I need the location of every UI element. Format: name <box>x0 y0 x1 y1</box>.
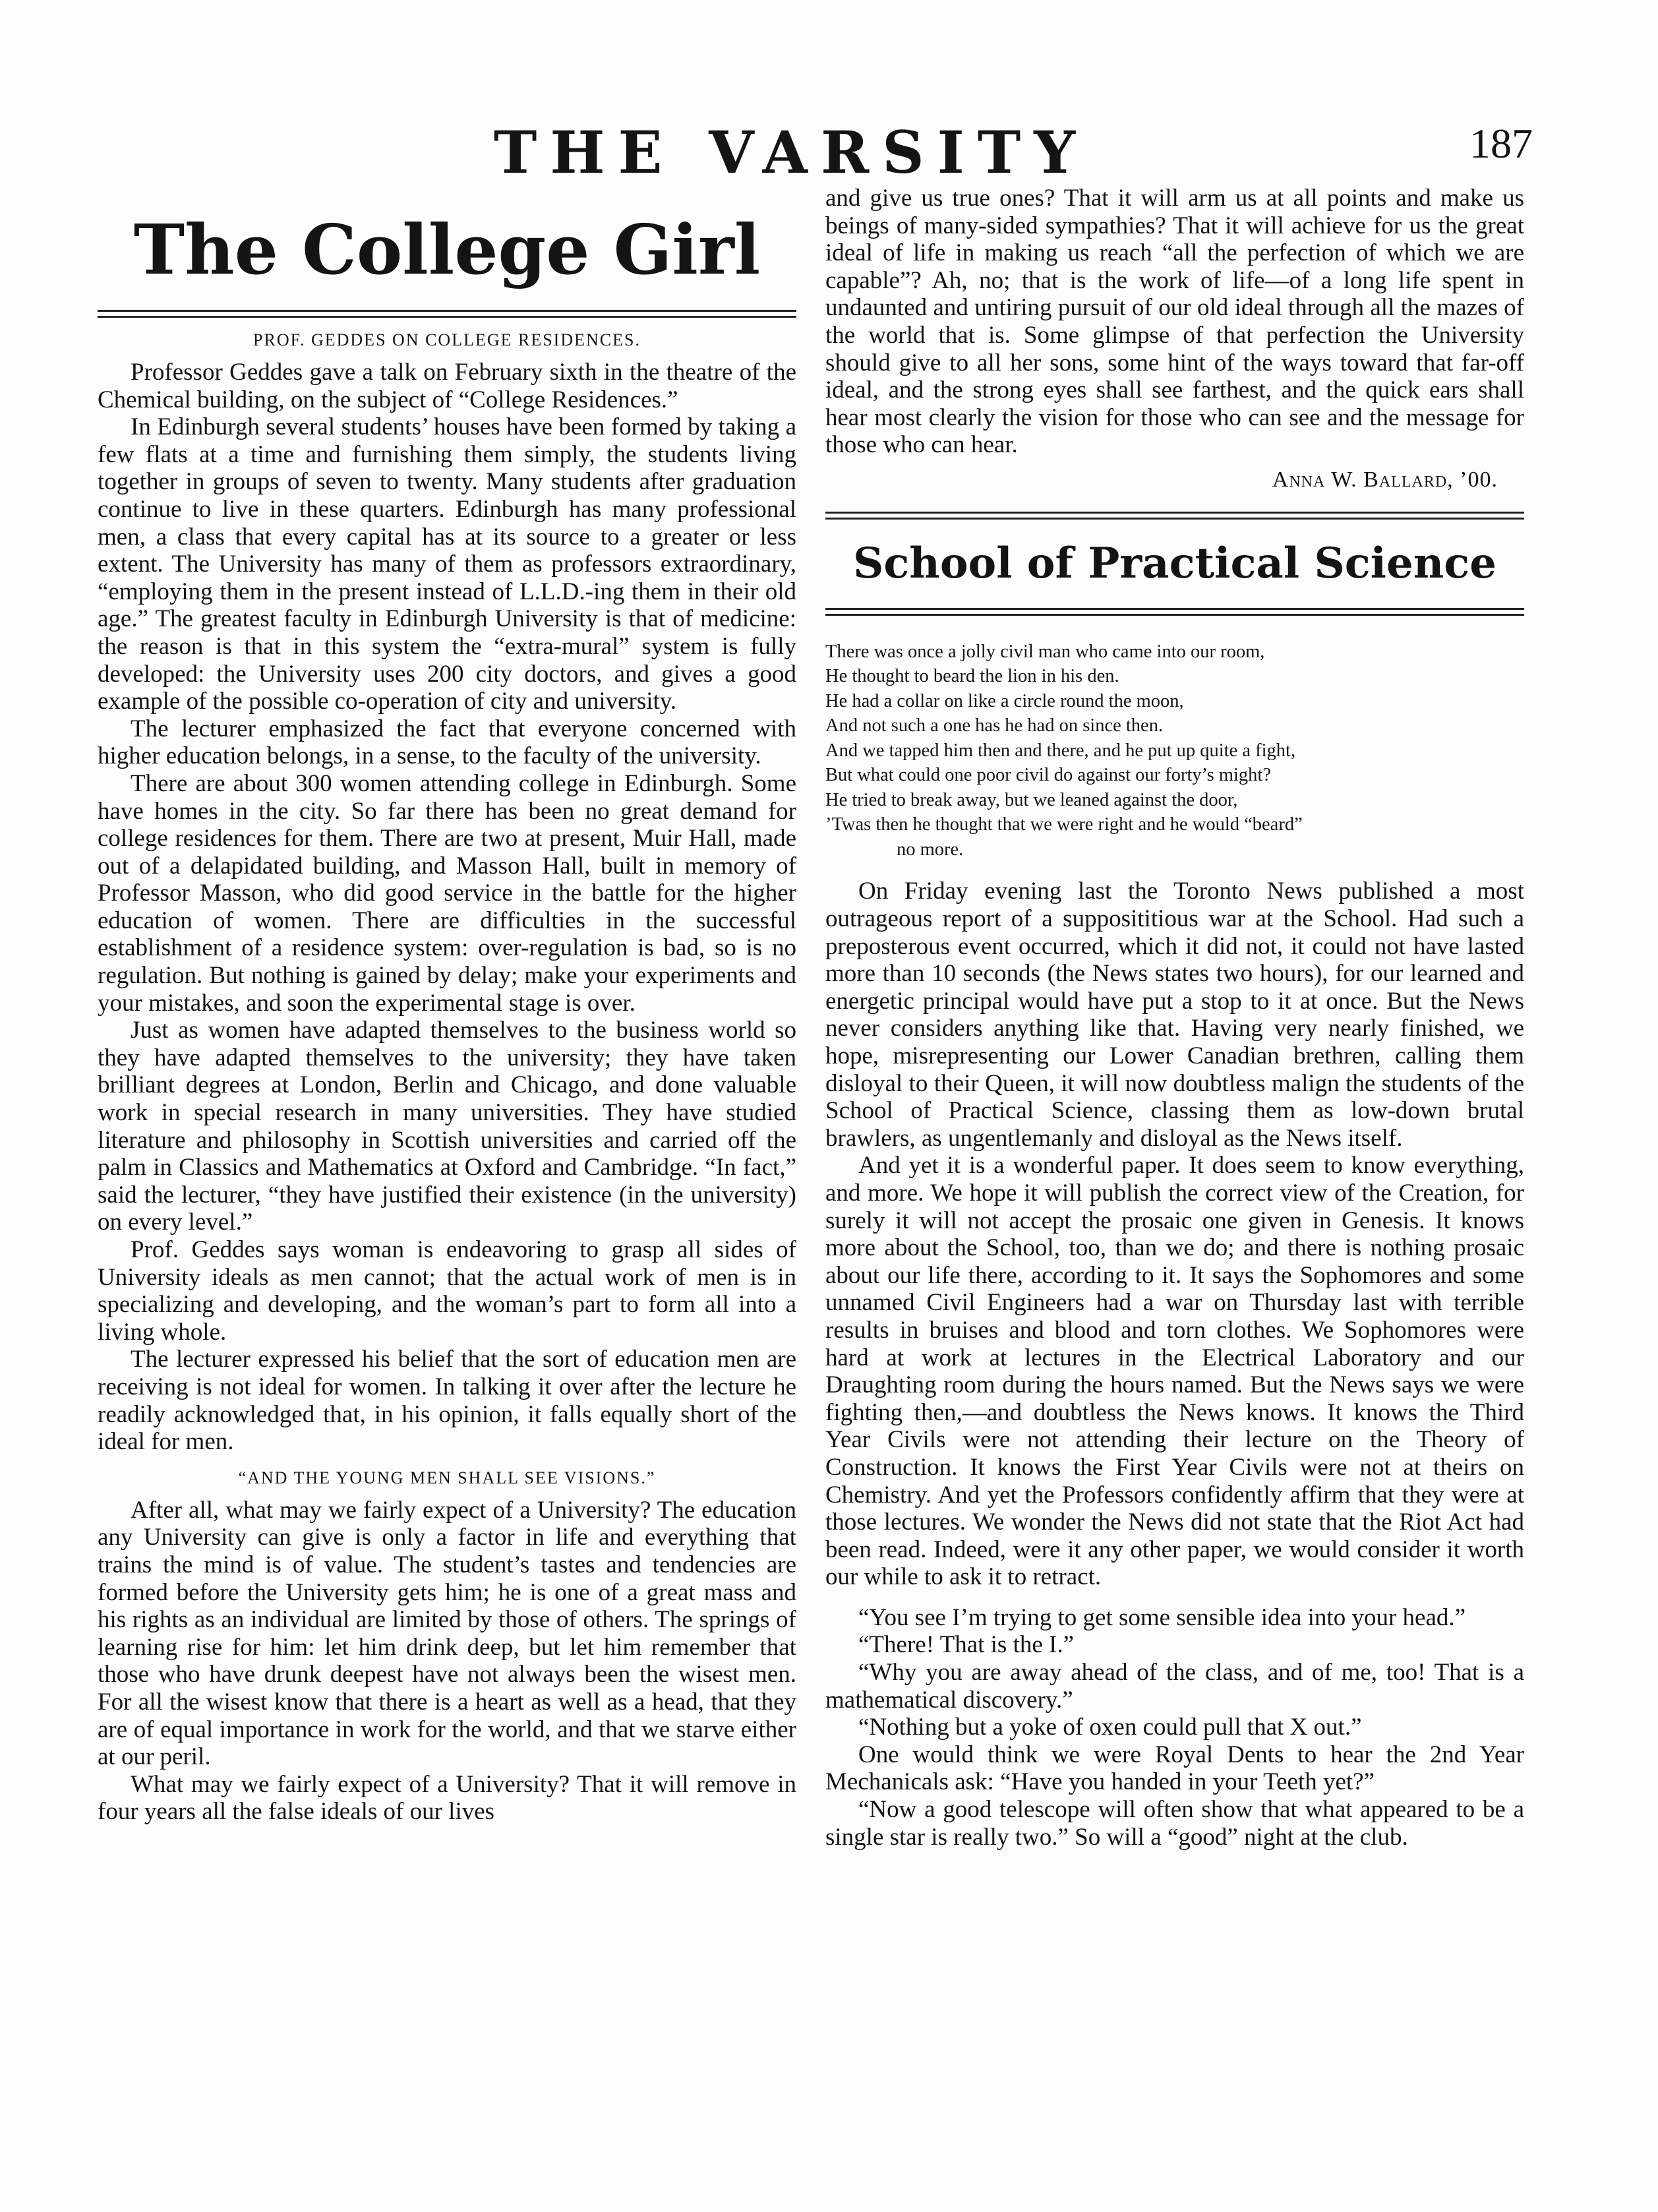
paragraph: “You see I’m trying to get some sensible idea into your head.” <box>858 1603 1466 1631</box>
paragraph: “There! That is the I.” <box>858 1631 1075 1659</box>
paragraph: On Friday evening last the Toronto News published a most outrageous report of a supposititious war at the School. Had such a preposterous event occurred, which it did not, it could not have lasted more than 10 seconds (the News states two hours), for our learned and energetic principal would have put a stop to it at once. But the News never considers anything like that. Having very nearly finished, we hope, misrepresenting our Lower Canadian brethren, calling them disloyal to their Queen, it will now doubtless malign the students of the School of Practical Science, classing them as low-down brutal brawlers, as ungentlemanly and disloyal as the News itself. <box>825 878 1524 1152</box>
poem-line: ’Twas then he thought that we were right and he would “beard” <box>825 814 1303 835</box>
paragraph: There are about 300 women attending college in Edinburgh. Some have homes in the city. So far there has been no great demand for college residences for them. There are two at present, Muir Hall, made out of a delapidated building, and Masson Hall, built in memory of Professor Masson, who did good service in the battle for the higher education of women. There are difficulties in the successful establishment of a residence system: over-regulation is bad, so is no regulation. But nothing is gained by delay; make your experiments and your mistakes, and soon the experimental stage is over. <box>98 769 796 1017</box>
byline: Anna W. Ballard, ’00. <box>1272 467 1498 492</box>
paragraph: “Why you are away ahead of the class, and of me, too! That is a mathematical discovery.” <box>825 1659 1524 1714</box>
left-column <box>98 185 796 1826</box>
poem <box>825 640 1524 862</box>
paragraph: In Edinburgh several students’ houses have been formed by taking a few flats at a time and furnishing them simply, the students living together in groups of seven to twenty. Many students after graduation continue to live in these quarters. Edinburgh has many professional men, a class that every capital has at its source to a greater or less extent. The University has many of them as professors extraordinary, “employing them in the present instead of L.L.D.-ing them in their old age.” The greatest faculty in Edinburgh University is that of medicine: the reason is that in this system the “extra-mural” system is fully developed: the University uses 200 city doctors, and gives a good example of the possible co-operation of city and university. <box>98 413 796 715</box>
paragraph: Professor Geddes gave a talk on February sixth in the theatre of the Chemical building, on the subject of “College Residences.” <box>98 359 796 413</box>
paragraph: “Nothing but a yoke of oxen could pull that X out.” <box>858 1714 1362 1741</box>
paragraph: One would think we were Royal Dents to hear the 2nd Year Mechanicals ask: “Have you handed in your Teeth yet?” <box>825 1741 1524 1796</box>
poem-line: There was once a jolly civil man who came into our room, <box>825 641 1265 662</box>
masthead: THE VARSITY <box>493 118 1089 187</box>
right-column <box>825 185 1524 1851</box>
paragraph: After all, what may we fairly expect of a University? The education any University can give is only a factor in life and everything that trains the mind is of value. The student’s tastes and tendencies are formed before the University gets him; he is one of a great mass and his rights as an individual are limited by those of others. The springs of learning rise for him: let him drink deep, but let him remember that those who have drunk deepest have not always been the wisest men. For all the wisest know that there is a heart as well as a head, that they are of equal importance in work for the world, and that we starve either at our peril. <box>98 1496 796 1771</box>
double-rule <box>98 310 796 318</box>
paragraph-continued: and give us true ones? That it will arm us at all points and make us beings of many-sided sympathies? That it will achieve for us the great ideal of life in making us reach “all the perfection of which we are capable”? Ah, no; that is the work of life—of a long life spent in undaunted and untiring pursuit of our old ideal through all the mazes of the world that is. Some glimpse of that perfection the University should give to all her sons, some hint of the ways toward that far-off ideal, and the strong eyes shall see farthest, and the quick ears shall hear most clearly the vision for those who can see and the message for those who can hear. <box>825 185 1524 459</box>
paragraph: “Now a good telescope will often show that what appeared to be a single star is really two.” So will a “good” night at the club. <box>825 1796 1524 1851</box>
paragraph: What may we fairly expect of a University? That it will remove in four years all the false ideals of our lives <box>98 1770 796 1826</box>
quips <box>825 1604 1524 1851</box>
double-rule <box>825 512 1524 520</box>
page-number: 187 <box>1469 120 1533 167</box>
poem-line: But what could one poor civil do against our forty’s might? <box>825 765 1271 786</box>
section-title-college-girl: The College Girl <box>133 209 761 290</box>
poem-line: And not such a one has he had on since then. <box>825 715 1164 736</box>
subhead-visions: “AND THE YOUNG MEN SHALL SEE VISIONS.” <box>238 1468 656 1487</box>
paragraph: The lecturer expressed his belief that the sort of education men are receiving is not ideal for women. In talking it over after the lecture he readily acknowledged that, in his opinion, it falls equally short of the ideal for men. <box>98 1346 796 1456</box>
subhead-residences: PROF. GEDDES ON COLLEGE RESIDENCES. <box>253 330 641 349</box>
double-rule <box>825 608 1524 616</box>
poem-line: He had a collar on like a circle round the moon, <box>825 690 1184 711</box>
paragraph: The lecturer emphasized the fact that everyone concerned with higher education belongs, in a sense, to the faculty of the university. <box>98 715 796 770</box>
poem-line: And we tapped him then and there, and he put up quite a fight, <box>825 740 1296 761</box>
poem-line: He thought to beard the lion in his den. <box>825 666 1119 687</box>
paragraph: Prof. Geddes says woman is endeavoring to grasp all sides of University ideals as men cannot; that the actual work of men is in specializing and developing, and the woman’s part to form all into a living whole. <box>98 1236 796 1346</box>
section-title-school: School of Practical Science <box>853 538 1496 588</box>
paragraph: And yet it is a wonderful paper. It does seem to know everything, and more. We hope it will publish the correct view of the Creation, for surely it will not accept the prosaic one given in Genesis. It knows more about the School, too, than we do; and there is nothing prosaic about our life there, according to it. It says the Sophomores and some unnamed Civil Engineers had a war on Thursday last with terrible results in bruises and blood and torn clothes. We Sophomores were hard at work at lectures in the Electrical Laboratory and our Draughting room during the hours named. But the News says we were fighting then,—and doubtless the News knows. It knows the Third Year Civils were not attending their lecture on the Theory of Construction. It knows the First Year Civils were not at theirs on Chemistry. And yet the Professors confidently affirm that they were at those lectures. We wonder the News did not state that the Riot Act had been read. Indeed, were it any other paper, we would consider it worth our while to ask it to retract. <box>825 1152 1524 1591</box>
poem-line: He tried to break away, but we leaned against the door, <box>825 789 1238 810</box>
poem-line: no more. <box>897 839 964 860</box>
paragraph: Just as women have adapted themselves to the business world so they have adapted themselves to the university; they have taken brilliant degrees at London, Berlin and Chicago, and done valuable work in special research in many universities. They have studied literature and philosophy in Scottish universities and carried off the palm in Classics and Mathematics at Oxford and Cambridge. “In fact,” said the lecturer, “they have justified their existence (in the university) on every level.” <box>98 1017 796 1236</box>
